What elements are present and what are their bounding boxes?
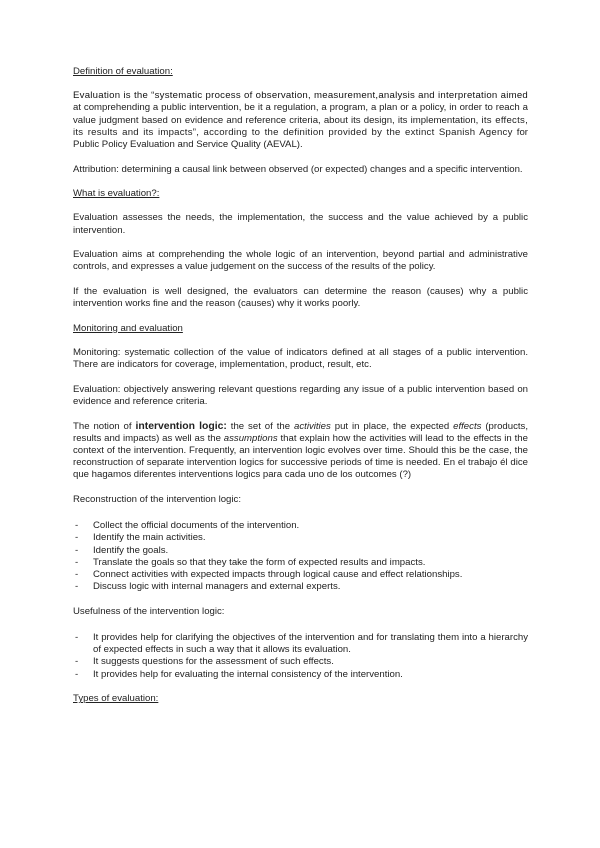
- usefulness-list: [73, 632, 528, 681]
- list-dash: -: [75, 544, 79, 556]
- list-dash: -: [75, 532, 79, 544]
- logic-assumptions: assumptions: [223, 432, 278, 444]
- list-item: - It provides help for evaluating the internal consistency of the intervention.: [75, 668, 403, 680]
- list-item: - Discuss logic with internal managers and external experts.: [75, 581, 341, 593]
- logic-text-1: The notion of: [73, 420, 136, 432]
- heading-definition: Definition of evaluation:: [73, 66, 173, 77]
- list-dash: -: [75, 581, 79, 593]
- logic-effects: effects: [453, 420, 482, 432]
- document-page: [73, 66, 528, 717]
- list-dash: -: [75, 656, 79, 668]
- list-item: - Connect activities with expected impacts through logical cause and effect relationships.: [75, 569, 463, 581]
- what-paragraph-1: Evaluation assesses the needs, the implementation, the success and the value achieved by a public intervention.: [73, 212, 528, 236]
- list-item: - Identify the main activities.: [75, 532, 206, 544]
- logic-text-5: that explain how the activities will lead to the effects in the context of the intervention. Frequently, an intervention logic evolves over time. Should this be the case, the reconstruction of separate intervention logics for successive periods of time is needed. En el trabajo él dice que hagamos diferentes interventions logics para cada uno de los outcomes (?): [73, 432, 528, 481]
- intervention-logic-paragraph: [73, 421, 528, 482]
- list-item: - It suggests questions for the assessment of such effects.: [75, 656, 334, 668]
- what-paragraph-2: Evaluation aims at comprehending the whole logic of an intervention, beyond partial and administrative controls, and expresses a value judgement on the success of the results of the policy.: [73, 249, 528, 273]
- definition-quote-start: Evaluation is the “systematic process of observation, measurement,analysis and interpretation aimed: [73, 90, 528, 102]
- heading-monitoring-evaluation: Monitoring and evaluation: [73, 322, 183, 334]
- evaluation-paragraph: Evaluation: objectively answering relevant questions regarding any issue of a public intervention based on evidence and reference criteria.: [73, 383, 528, 407]
- list-dash: -: [75, 668, 79, 680]
- logic-activities: activities: [294, 420, 331, 432]
- definition-source: for Public Policy Evaluation and Service Quality (AEVAL).: [73, 126, 528, 151]
- reconstruction-heading: Reconstruction of the intervention logic:: [73, 494, 241, 505]
- definition-quote-middle: at comprehending a public intervention, be it a regulation, a program, a plan or a policy, in order to reach a value judgment based on evidence and reference criteria, about its design, its implementation,: [73, 102, 528, 126]
- list-dash: -: [75, 520, 79, 532]
- reconstruction-list: [73, 520, 528, 593]
- logic-text-3: put in place, the expected: [330, 420, 454, 432]
- logic-text-4: (products, results and impacts) as well as the: [73, 420, 529, 444]
- logic-text-2: the set of the: [226, 420, 295, 432]
- definition-quote-end: its effects, its results and its impacts”, according to the definition provided by the extinct Spanish Agency: [73, 114, 528, 138]
- definition-paragraph: [73, 90, 528, 151]
- monitoring-paragraph: Monitoring: systematic collection of the value of indicators defined at all stages of a public intervention. There are indicators for coverage, implementation, product, result, etc.: [73, 347, 528, 371]
- list-item: - It provides help for clarifying the objectives of the intervention and for translating them into a hierarchy of expected effects in such a way that it allows its evaluation.: [75, 632, 528, 656]
- list-item: - Collect the official documents of the intervention.: [75, 520, 300, 532]
- list-item: - Translate the goals so that they take the form of expected results and impacts.: [75, 556, 426, 568]
- list-dash: -: [75, 569, 79, 581]
- list-item: - Identify the goals.: [75, 544, 169, 556]
- usefulness-heading: Usefulness of the intervention logic:: [73, 605, 225, 617]
- what-paragraph-3: If the evaluation is well designed, the evaluators can determine the reason (causes) why a public intervention works fine and the reason (causes) why it works poorly.: [73, 286, 528, 310]
- list-dash: -: [75, 556, 79, 568]
- list-dash: -: [75, 632, 79, 644]
- heading-what-is-evaluation: What is evaluation?:: [73, 188, 160, 200]
- attribution-paragraph: Attribution: determining a causal link between observed (or expected) changes and a specific intervention.: [73, 163, 523, 175]
- heading-types-of-evaluation: Types of evaluation:: [73, 693, 159, 705]
- logic-term: intervention logic:: [135, 420, 227, 432]
